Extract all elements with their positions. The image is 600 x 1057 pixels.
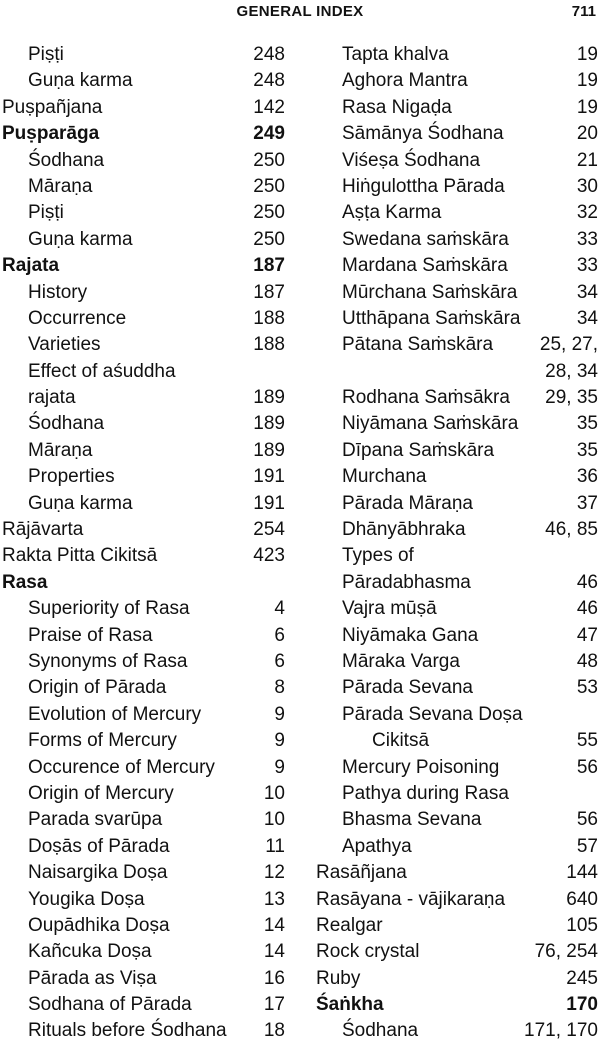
- index-entry: [316, 570, 598, 596]
- index-entry: [316, 596, 598, 622]
- index-entry: [316, 1018, 598, 1044]
- index-page-ref: 171, 170: [524, 1020, 598, 1042]
- index-page-ref: 640: [566, 888, 598, 910]
- index-page-ref: 142: [253, 96, 285, 118]
- index-term: Puṣpañjana: [2, 96, 103, 118]
- index-page-ref: 56: [576, 756, 598, 778]
- index-term: Rajata: [2, 255, 60, 277]
- index-term: Praise of Rasa: [28, 624, 153, 646]
- index-page-ref: 189: [253, 439, 285, 461]
- index-entry: [2, 939, 285, 965]
- index-term: Evolution of Mercury: [28, 703, 202, 725]
- index-term: Rasāyana - vājikaraṇa: [316, 888, 506, 910]
- index-page-ref: 36: [576, 466, 598, 488]
- index-entry: [316, 359, 598, 385]
- index-entry: [2, 280, 285, 306]
- index-entry: [316, 966, 598, 992]
- index-page-ref: 33: [576, 255, 598, 277]
- index-entry: [2, 148, 285, 174]
- index-term: Effect of aśuddha: [28, 360, 176, 382]
- index-page-ref: 56: [576, 809, 598, 831]
- index-entry: [316, 939, 598, 965]
- index-term: Guṇa karma: [28, 70, 133, 92]
- index-entry: [2, 227, 285, 253]
- index-term: Naisargika Doṣa: [28, 862, 168, 884]
- index-term: Pārada Māraṇa: [342, 492, 473, 514]
- index-page-ref: 11: [265, 835, 285, 857]
- index-term: Yougika Doṣa: [28, 888, 145, 910]
- page-title: GENERAL INDEX: [236, 3, 364, 20]
- index-entry: [2, 992, 285, 1018]
- index-term: Śodhana: [28, 413, 105, 435]
- index-entry: [2, 543, 285, 569]
- index-term: Guṇa karma: [28, 228, 133, 250]
- index-entry: [316, 464, 598, 490]
- index-term: Māraṇa: [28, 439, 93, 461]
- index-entry: [316, 913, 598, 939]
- index-term: Pārada Sevana: [342, 677, 473, 699]
- index-page-ref: 170: [566, 994, 598, 1016]
- index-term: Rasāñjana: [316, 862, 407, 884]
- index-entry: [2, 411, 285, 437]
- index-page-ref: 250: [253, 202, 285, 224]
- index-entry: [2, 675, 285, 701]
- index-term: Śodhana: [342, 1020, 419, 1042]
- index-entry: [2, 596, 285, 622]
- index-term: Swedana saṁskāra: [342, 228, 509, 250]
- index-term: Pārada as Viṣa: [28, 967, 157, 989]
- index-term: Sodhana of Pārada: [28, 994, 192, 1016]
- index-term: Doṣās of Pārada: [28, 835, 170, 857]
- index-term: Tapta khalva: [342, 44, 449, 65]
- index-term: Varieties: [28, 334, 101, 356]
- index-page-ref: 33: [576, 228, 598, 250]
- index-page-ref: 14: [263, 941, 285, 963]
- index-entry: [316, 95, 598, 121]
- index-term: Realgar: [316, 914, 383, 936]
- page-header: [0, 0, 600, 30]
- index-entry: [316, 385, 598, 411]
- index-term: Rājāvarta: [2, 519, 84, 541]
- index-entry: [316, 728, 598, 754]
- index-entry: [316, 42, 598, 68]
- index-term: Origin of Mercury: [28, 782, 174, 804]
- index-entry: [316, 411, 598, 437]
- index-page-ref: 188: [253, 307, 285, 329]
- index-entry: [2, 200, 285, 226]
- index-entry: [2, 1018, 285, 1044]
- index-page-ref: 10: [263, 809, 285, 831]
- index-term: Viśeṣa Śodhana: [342, 149, 481, 171]
- index-page-ref: 17: [263, 994, 285, 1016]
- index-entry: [2, 728, 285, 754]
- index-term: Rodhana Saṁsākra: [342, 387, 510, 409]
- index-term: Forms of Mercury: [28, 730, 177, 752]
- index-term: Kañcuka Doṣa: [28, 941, 152, 963]
- index-entry: [2, 702, 285, 728]
- index-term: Synonyms of Rasa: [28, 650, 188, 672]
- index-page-ref: 14: [263, 914, 285, 936]
- index-term: Puṣparāga: [2, 123, 100, 145]
- index-entry: [316, 623, 598, 649]
- index-page-ref: 248: [253, 70, 285, 92]
- index-entry: [2, 306, 285, 332]
- index-term: Occurence of Mercury: [28, 756, 215, 778]
- index-page-ref: 76, 254: [534, 941, 598, 963]
- index-term: Ruby: [316, 967, 361, 989]
- index-page-ref: 9: [274, 703, 285, 725]
- index-page-ref: 25, 27,: [539, 334, 598, 356]
- index-page-ref: 6: [274, 650, 285, 672]
- index-entry: [316, 306, 598, 332]
- index-term: Dhānyābhraka: [342, 519, 466, 541]
- index-page-ref: 189: [253, 387, 285, 409]
- index-entry: [2, 887, 285, 913]
- index-entry: [316, 702, 598, 728]
- index-entry: [316, 148, 598, 174]
- index-entry: [316, 491, 598, 517]
- index-page-ref: 10: [263, 782, 285, 804]
- index-page-ref: 9: [274, 756, 285, 778]
- index-entry: [316, 860, 598, 886]
- index-term: History: [28, 281, 88, 303]
- index-entry: [2, 623, 285, 649]
- index-entry: [316, 781, 598, 807]
- index-term: Guṇa karma: [28, 492, 133, 514]
- index-page-ref: 21: [576, 149, 598, 171]
- index-entry: [2, 438, 285, 464]
- index-entry: [316, 887, 598, 913]
- index-page-ref: 34: [576, 281, 598, 303]
- index-page-ref: 30: [576, 175, 598, 197]
- index-term: Pātana Saṁskāra: [342, 334, 494, 356]
- index-term: Piṣṭi: [28, 202, 64, 224]
- index-page-ref: 53: [576, 677, 598, 699]
- index-entry: [2, 807, 285, 833]
- index-term: Māraka Varga: [342, 650, 460, 672]
- index-entry: [2, 121, 285, 147]
- index-term: Dīpana Saṁskāra: [342, 439, 495, 461]
- index-term: Śodhana: [28, 149, 105, 171]
- index-term: Types of: [342, 545, 414, 567]
- index-page-ref: 144: [566, 862, 598, 884]
- index-entry: [316, 280, 598, 306]
- index-page-ref: 13: [263, 888, 285, 910]
- index-page-ref: 191: [253, 466, 285, 488]
- index-term: Śaṅkha: [316, 994, 384, 1016]
- index-entry: [316, 68, 598, 94]
- index-term: Rakta Pitta Cikitsā: [2, 545, 158, 567]
- index-term: Pārada Sevana Doṣa: [342, 703, 523, 725]
- index-page-ref: 250: [253, 228, 285, 250]
- index-entry: [2, 95, 285, 121]
- index-page-ref: 189: [253, 413, 285, 435]
- index-entry: [2, 649, 285, 675]
- index-page-ref: 46: [576, 598, 598, 620]
- index-term: Superiority of Rasa: [28, 598, 190, 620]
- index-entry: [2, 570, 285, 596]
- index-entry: [2, 174, 285, 200]
- index-page-ref: 18: [263, 1020, 285, 1042]
- index-page-ref: 250: [253, 175, 285, 197]
- index-page-ref: 9: [274, 730, 285, 752]
- index-page-ref: 19: [576, 70, 598, 92]
- index-page-ref: 187: [253, 281, 285, 303]
- index-entry: [2, 385, 285, 411]
- index-term: Mūrchana Saṁskāra: [342, 281, 518, 303]
- index-entry: [2, 359, 285, 385]
- index-entry: [316, 992, 598, 1018]
- index-page-ref: 12: [263, 862, 285, 884]
- index-term: Sāmānya Śodhana: [342, 123, 504, 145]
- index-page-ref: 248: [253, 44, 285, 65]
- index-page-ref: 245: [566, 967, 598, 989]
- index-page-ref: 19: [576, 96, 598, 118]
- index-entry: [316, 227, 598, 253]
- index-page-ref: 4: [274, 598, 285, 620]
- index-term: Parada svarūpa: [28, 809, 163, 831]
- index-entry: [2, 966, 285, 992]
- index-page-ref: 249: [253, 123, 285, 145]
- index-page-ref: 250: [253, 149, 285, 171]
- index-entry: [2, 42, 285, 68]
- index-entry: [2, 860, 285, 886]
- index-page-ref: 6: [274, 624, 285, 646]
- index-term: Pāradabhasma: [342, 571, 471, 593]
- index-page-ref: 37: [576, 492, 598, 514]
- index-entry: [316, 438, 598, 464]
- index-page-ref: 47: [576, 624, 598, 646]
- index-term: Rock crystal: [316, 941, 420, 963]
- index-entry: [2, 491, 285, 517]
- index-entry: [2, 834, 285, 860]
- index-term: rajata: [28, 387, 76, 409]
- index-term: Occurrence: [28, 307, 127, 329]
- index-term: Niyāmana Saṁskāra: [342, 413, 519, 435]
- index-page-ref: 423: [253, 545, 285, 567]
- index-term: Cikitsā: [372, 730, 430, 752]
- index-term: Aṣṭa Karma: [342, 202, 442, 224]
- index-entry: [316, 675, 598, 701]
- index-term: Rituals before Śodhana: [28, 1020, 227, 1042]
- index-term: Pathya during Rasa: [342, 782, 509, 804]
- index-page-ref: 35: [576, 413, 598, 435]
- index-page-ref: 20: [576, 123, 598, 145]
- index-term: Niyāmaka Gana: [342, 624, 479, 646]
- index-page-ref: 34: [576, 307, 598, 329]
- index-term: Mercury Poisoning: [342, 756, 500, 778]
- index-term: Māraṇa: [28, 175, 93, 197]
- index-entry: [316, 332, 598, 358]
- index-term: Aghora Mantra: [342, 70, 468, 92]
- index-page-ref: 28, 34: [545, 360, 598, 382]
- index-page-ref: 32: [576, 202, 598, 224]
- index-term: Piṣṭi: [28, 44, 64, 65]
- index-entry: [316, 834, 598, 860]
- index-entry: [316, 121, 598, 147]
- index-page-ref: 8: [274, 677, 285, 699]
- index-entry: [2, 253, 285, 279]
- index-term: Rasa Nigaḍa: [342, 96, 452, 118]
- index-page-ref: 55: [576, 730, 598, 752]
- index-entry: [316, 253, 598, 279]
- page-number: 711: [571, 3, 596, 20]
- index-entry: [2, 755, 285, 781]
- index-page-ref: 191: [253, 492, 285, 514]
- index-term: Hiṅgulottha Pārada: [342, 175, 505, 197]
- index-entry: [316, 649, 598, 675]
- index-entry: [316, 200, 598, 226]
- index-page-ref: 188: [253, 334, 285, 356]
- left-index-column: [2, 42, 285, 1045]
- index-term: Apathya: [342, 835, 412, 857]
- index-entry: [2, 68, 285, 94]
- index-page-ref: 187: [253, 255, 285, 277]
- index-term: Vajra mūṣā: [342, 598, 437, 620]
- index-term: Utthāpana Saṁskāra: [342, 307, 521, 329]
- index-entry: [316, 517, 598, 543]
- index-term: Bhasma Sevana: [342, 809, 482, 831]
- index-page-ref: 46: [576, 571, 598, 593]
- index-page-ref: 254: [253, 519, 285, 541]
- index-page-ref: 16: [263, 967, 285, 989]
- index-entry: [316, 174, 598, 200]
- index-entry: [2, 913, 285, 939]
- index-term: Rasa: [2, 571, 48, 593]
- index-page-ref: 46, 85: [545, 519, 598, 541]
- index-columns: [0, 30, 600, 1050]
- index-term: Murchana: [342, 466, 427, 488]
- index-term: Origin of Pārada: [28, 677, 167, 699]
- index-entry: [2, 464, 285, 490]
- index-page-ref: 29, 35: [545, 387, 598, 409]
- index-page-ref: 57: [576, 835, 598, 857]
- index-page-ref: 35: [576, 439, 598, 461]
- index-entry: [316, 755, 598, 781]
- right-index-column: [316, 42, 598, 1045]
- index-entry: [316, 807, 598, 833]
- index-term: Mardana Saṁskāra: [342, 255, 508, 277]
- index-term: Oupādhika Doṣa: [28, 914, 170, 936]
- index-term: Properties: [28, 466, 115, 488]
- index-page-ref: 105: [566, 914, 598, 936]
- index-entry: [316, 543, 598, 569]
- index-page-ref: 19: [576, 44, 598, 65]
- index-page-ref: 48: [576, 650, 598, 672]
- index-entry: [2, 517, 285, 543]
- index-entry: [2, 781, 285, 807]
- index-entry: [2, 332, 285, 358]
